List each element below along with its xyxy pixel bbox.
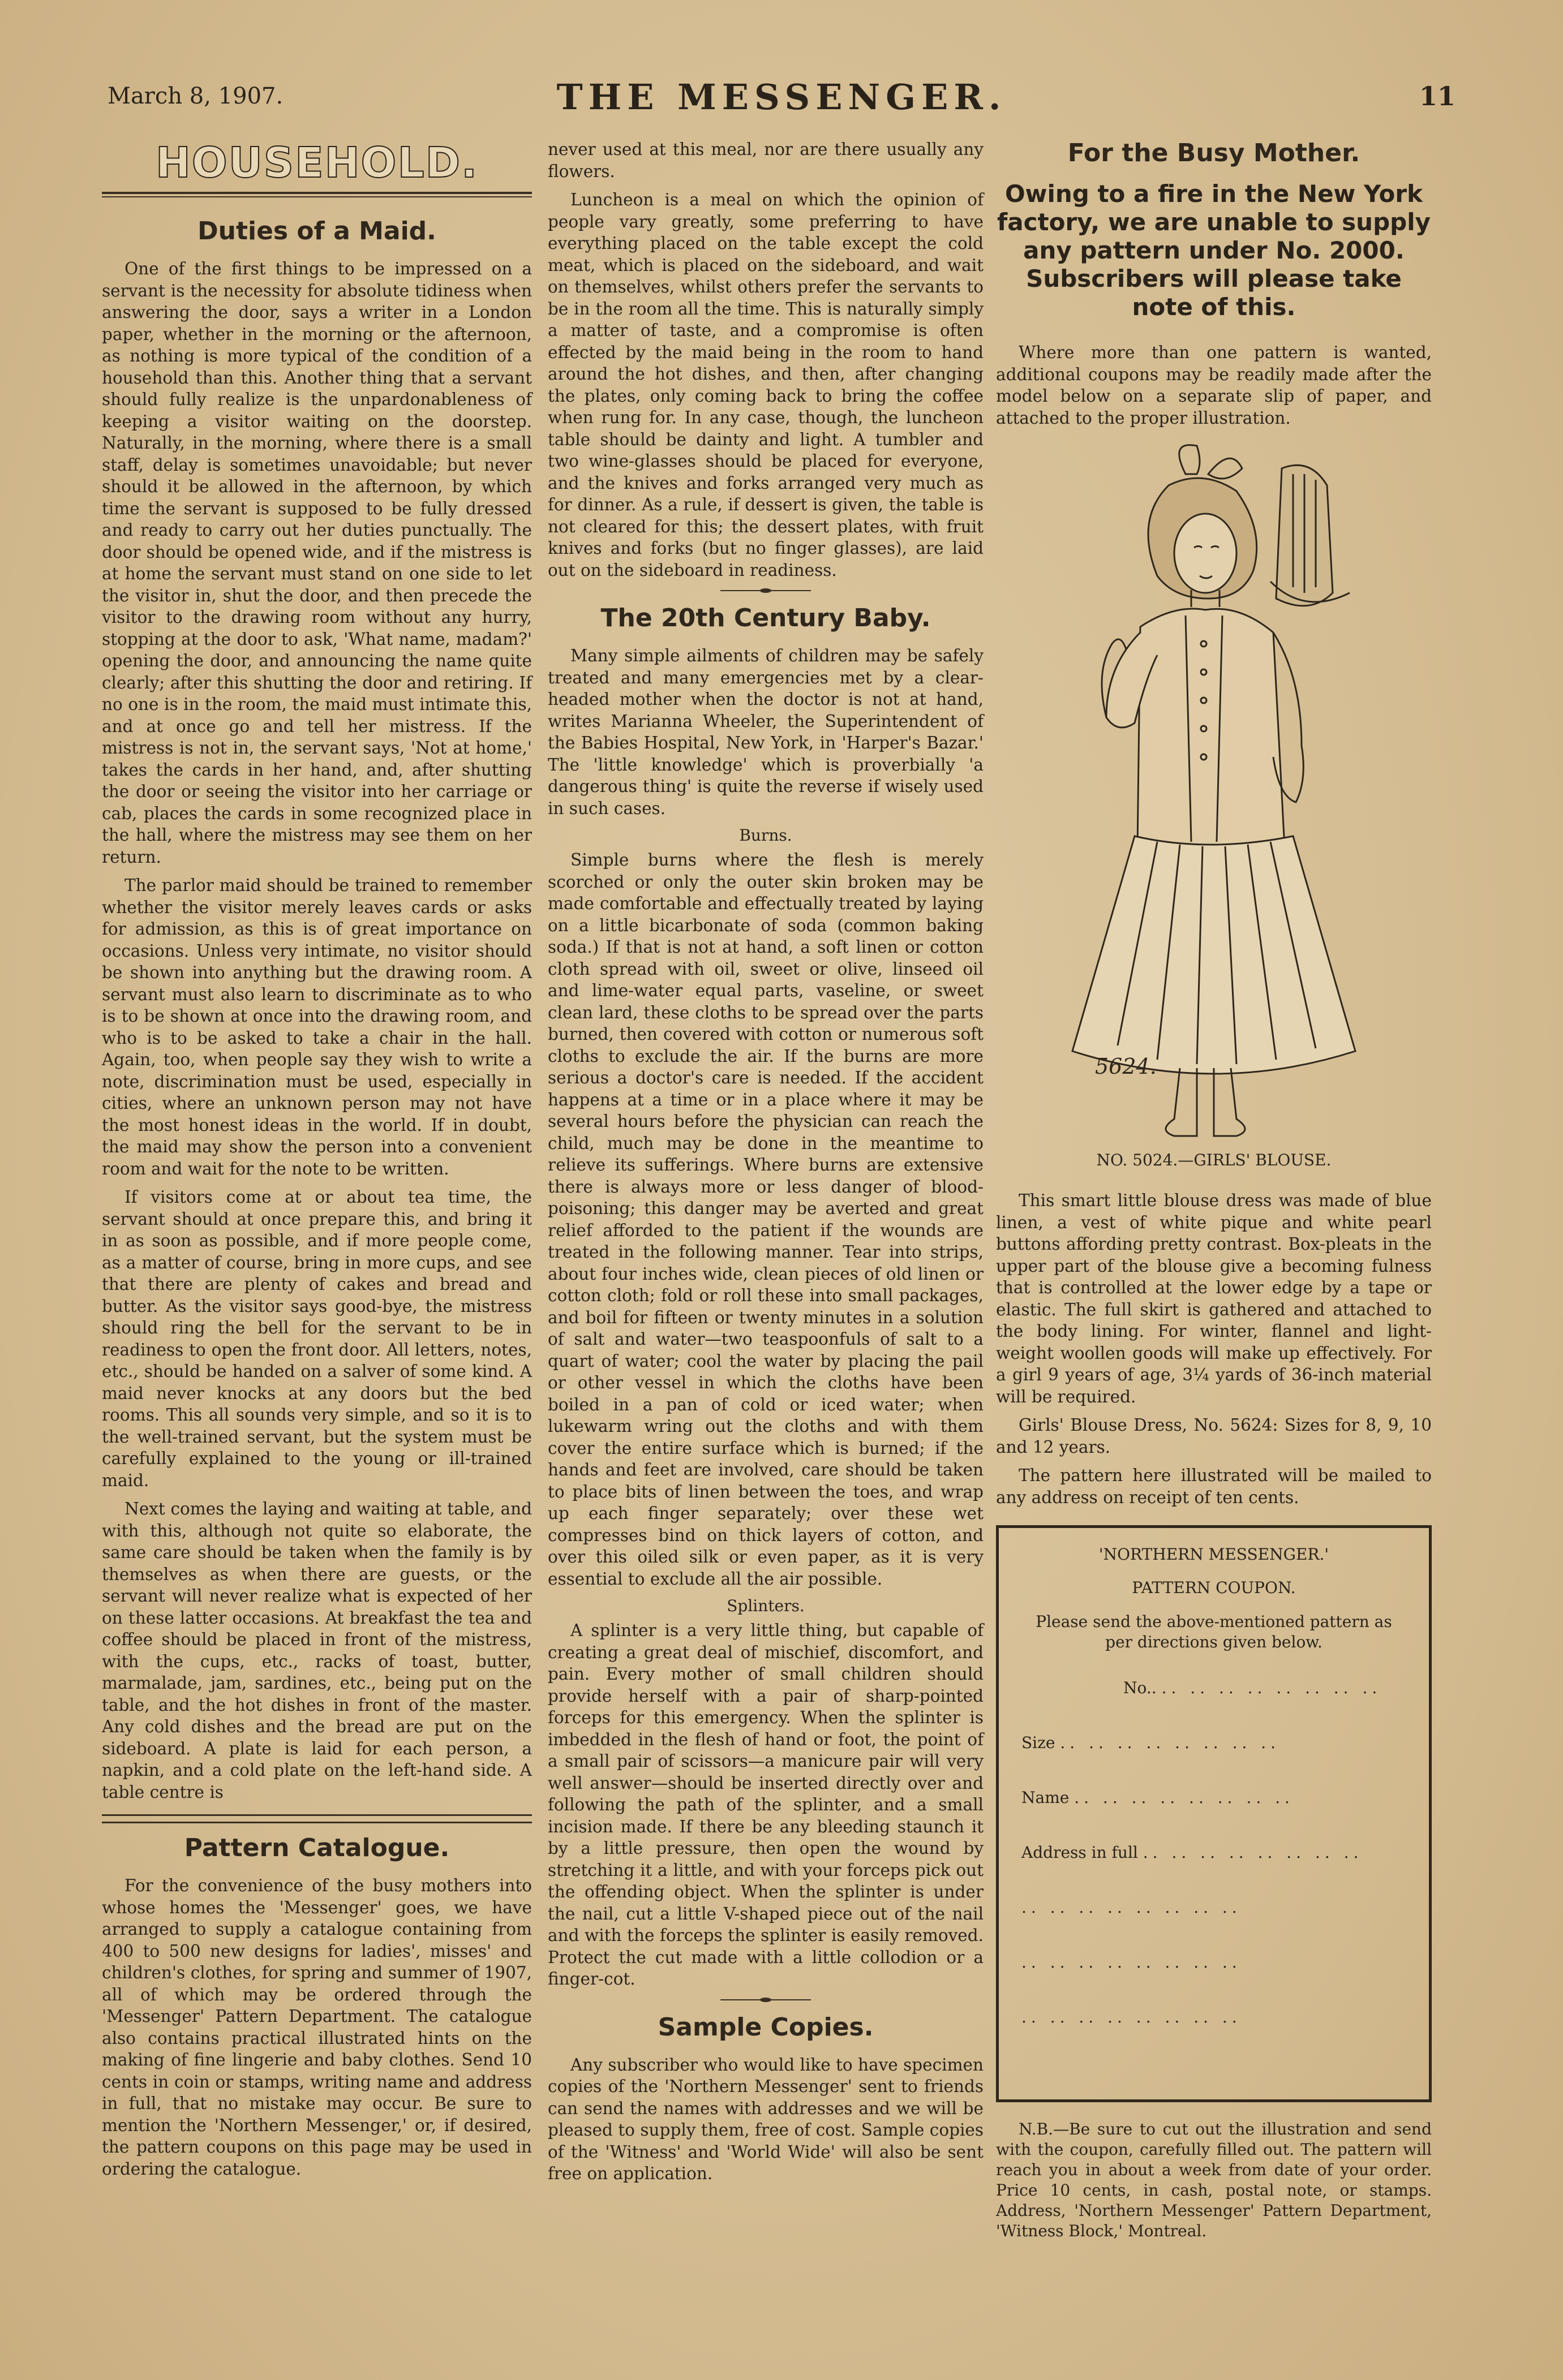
- section-title: HOUSEHOLD.: [155, 139, 479, 187]
- article-paragraph: Simple burns where the flesh is merely scorched or only the outer skin broken may be made comfortable and effectually treated by laying on a little bicarbonate of soda (common baking soda.) If that is not at hand, a soft linen or cotton cloth spread with oil, sweet or olive, linseed oil and lime-water equal parts, vaseline, or sweet clean lard, these cloths to be spread over the parts burned, then covered with cotton or numerous soft cloths to exclude the air. If the burns are more serious a doctor's care is needed. If the accident happens at a time or in a place where it may be several hours before the physician can reach the child, much may be done in the meantime to relieve its sufferings. Where burns are extensive there is always more or less danger of blood-poisoning; this danger may be averted and great relief afforded to the patient if the wounds are treated in the following manner. Tear into strips, about four inches wide, clean pieces of old linen or cotton cloth; fold or roll these into small packages, and boil for fifteen or twenty minutes in a solution of salt and water—two teaspoonfuls of salt to a quart of water; cool the water by placing the pail or other vessel in which the cloths have been boiled in a pan of cold or iced water; when lukewarm wring out the cloths and with them cover the entire surface which is burned; if the hands and feet are involved, care should be taken to place bits of linen between the toes, and wrap up each finger separately; over these wet compresses bind on thick layers of cotton, and over this oiled silk or even paper, as it is very essential to exclude all the air possible.: [548, 850, 984, 1589]
- ornamental-rule-icon: [720, 1997, 811, 2003]
- coupon-field-size[interactable]: [1021, 1733, 1406, 1752]
- article-paragraph: Many simple ailments of children may be safely treated and many emergencies met by a clear-headed mother when the doctor is not at hand, writes Marianna Wheeler, the Superintendent of the Babies Hospital, New York, in 'Harper's Bazar.' The 'little knowledge' which is proverbially 'a dangerous thing' is quite the reverse if wisely used in such cases.: [548, 646, 984, 818]
- ornamental-rule-icon: [720, 588, 811, 593]
- article-paragraph: For the convenience of the busy mothers into whose homes the 'Messenger' goes, we have arranged to supply a catalogue containing from 400 to 500 new designs for ladies', misses' and children's clothes, for spring and summer of 1907, all of which may be ordered through the 'Messenger' Pattern Department. The catalogue also contains practical illustrated hints on the making of fine lingerie and baby clothes. Send 10 cents in coin or stamps, writing name and address in full, that no mistake may occur. Be sure to mention the 'Northern Messenger,' or, if desired, the pattern coupons on this page may be used in ordering the catalogue.: [102, 1876, 532, 2179]
- illustration-caption: NO. 5024.—GIRLS' BLOUSE.: [1096, 1151, 1332, 1169]
- coupon-field-address[interactable]: [1021, 1843, 1406, 1862]
- field-dots: .. .. .. .. .. .. .. ..: [1074, 1788, 1294, 1807]
- article-paragraph: One of the first things to be impressed on a servant is the necessity for absolute tidiness when answering the door, says a writer in a London paper, whether in the morning or the afternoon, as nothing is more typical of the condition of a household than this. Another thing that a servant should fully realize is the unpardonableness of keeping a visitor waiting on the doorstep. Naturally, in the morning, where there is a small staff, delay is sometimes unavoidable; but never should it be allowed in the afternoon, by which time the servant is supposed to be fully dressed and ready to carry out her duties punctually. The door should be opened wide, and if the mistress is at home the servant must stand on one side to let the visitor in, shut the door, and then precede the visitor to the drawing room without any hurry, stopping at the door to ask, 'What name, madam?' opening the door, and announcing the name quite clearly; after this shutting the door and retiring. If no one is in the room, the maid must intimate this, and at once go and tell her mistress. If the mistress is not in, the servant says, 'Not at home,' takes the cards in her hand, and, after shutting the door or seeing the visitor into her carriage or cab, places the cards in some recognized place in the hall, where the mistress may see them on her return.: [102, 259, 532, 867]
- article-paragraph: The parlor maid should be trained to remember whether the visitor merely leaves cards or asks for admission, as this is of great importance on occasions. Unless very intimate, no visitor should be shown into anything but the drawing room. A servant must also learn to discriminate as to who is to be shown at once into the drawing room, and who is to be asked to take a chair in the hall. Again, too, when people say they wish to write a note, discrimination must be used, especially in cities, where an unknown person may not have the most honest ideas in the world. If in doubt, the maid may show the person into a convenient room and wait for the note to be written.: [102, 876, 532, 1178]
- column-rule: [102, 1814, 532, 1816]
- coupon-field-number[interactable]: [1021, 1679, 1406, 1697]
- article-paragraph: A splinter is a very little thing, but capable of creating a great deal of mischief, discomfort, and pain. Every mother of small children should provide herself with a pair of sharp-pointed forceps for this emergency. When the splinter is imbedded in the flesh of hand or foot, the point of a small pair of scissors—a manicure pair will very well answer—should be inserted directly over and following the path of the splinter, and a small incision made. If there be any bleeding staunch it by a little pressure, then open the wound by stretching it a little, and with your forceps pick out the offending object. When the splinter is under the nail, cut a little V-shaped piece out of the nail and with the forceps the splinter is easily removed. Protect the cut made with a little collodion or a finger-cot.: [548, 1621, 984, 1989]
- article-paragraph: Next comes the laying and waiting at table, and with this, although not quite so elaborate, the same care should be taken when the family is by themselves as when there are guests, or the servant will never realize what is expected of her on these latter occasions. At breakfast the tea and coffee should be placed in front of the mistress, with the cups, etc., racks of toast, butter, marmalade, jam, sardines, etc., being put on the table, and the hot dishes in front of the master. Any cold dishes and the bread are put on the sideboard. A plate is laid for each person, a napkin, and a cold plate on the left-hand side. A table centre is: [102, 1499, 532, 1802]
- page-number: 11: [1419, 81, 1455, 111]
- article-heading-busy-mother: For the Busy Mother.: [1067, 139, 1360, 167]
- newspaper-title: THE MESSENGER.: [556, 76, 1007, 118]
- article-paragraph: Any subscriber who would like to have specimen copies of the 'Northern Messenger' sent to friends can send the names with addresses and we will be pleased to supply them, free of cost. Sample copies of the 'Witness' and 'World Wide' will also be sent free on application.: [548, 2055, 984, 2183]
- field-dots: .. .. .. .. .. .. .. ..: [1021, 1898, 1242, 1917]
- article-heading-pattern-catalogue: Pattern Catalogue.: [184, 1834, 450, 1862]
- field-dots: .. .. .. .. .. .. .. ..: [1021, 1953, 1242, 1972]
- coupon-field-name[interactable]: [1021, 1788, 1406, 1807]
- column-right: [996, 139, 1432, 2241]
- issue-date: March 8, 1907.: [108, 83, 284, 109]
- column-left: [102, 139, 532, 2187]
- coupon-address-line[interactable]: [1021, 1898, 1406, 1917]
- coupon-directions: Please send the above-mentioned pattern as per directions given below.: [1036, 1612, 1392, 1651]
- coupon-address-line[interactable]: [1021, 1953, 1406, 1972]
- field-dots: .. .. .. .. .. .. .. ..: [1143, 1843, 1363, 1862]
- masthead: [108, 76, 1455, 122]
- description-paragraph: This smart little blouse dress was made of blue linen, a vest of white pique and white pearl buttons affording pretty contrast. Box-pleats in the upper part of the blouse give a becoming fulness that is controlled at the lower edge by a tape or elastic. The full skirt is gathered and attached to the body lining. For winter, flannel and light-weight woollen goods will make up effectively. For a girl 9 years of age, 3¼ yards of 36-inch material will be required.: [996, 1191, 1432, 1406]
- article-paragraph: Where more than one pattern is wanted, additional coupons may be readily made after the model below on a separate slip of paper, and attached to the proper illustration.: [996, 343, 1432, 428]
- subheading-splinters: Splinters.: [727, 1596, 805, 1615]
- illustration-number: 5624.: [1095, 1054, 1157, 1079]
- field-label: Address in full: [1021, 1843, 1138, 1862]
- description-paragraph: Girls' Blouse Dress, No. 5624: Sizes for 8, 9, 10 and 12 years.: [996, 1415, 1432, 1457]
- field-label: No..: [1123, 1679, 1157, 1697]
- section-rule: [102, 192, 532, 197]
- article-heading-duties-of-a-maid: Duties of a Maid.: [197, 217, 436, 246]
- article-heading-sample-copies: Sample Copies.: [658, 2012, 874, 2042]
- field-dots: .. .. .. .. .. .. .. ..: [1060, 1733, 1281, 1752]
- field-dots: .. .. .. .. .. .. .. ..: [1161, 1679, 1382, 1697]
- subheading-burns: Burns.: [739, 826, 792, 845]
- fire-notice: Owing to a fire in the New York factory, we are unable to supply any pattern under No. 2000. Subscribers will please take note of this.: [997, 180, 1431, 321]
- field-dots: .. .. .. .. .. .. .. ..: [1021, 2008, 1242, 2026]
- coupon-address-line[interactable]: [1021, 2008, 1406, 2026]
- pattern-coupon[interactable]: [996, 1525, 1432, 2102]
- field-label: Size: [1021, 1733, 1055, 1752]
- nb-note: N.B.—Be sure to cut out the illustration and send with the coupon, carefully filled out. The pattern will reach you in about a week from date of your order. Price 10 cents, in cash, postal note, or stamps. Address, 'Northern Messenger' Pattern Department, 'Witness Block,' Montreal.: [996, 2120, 1432, 2240]
- article-paragraph: If visitors come at or about tea time, the servant should at once prepare this, and bring it in as soon as possible, and if more people come, as a matter of course, bring in more cups, and see that there are plenty of cakes and bread and butter. As the visitor says good-bye, the mistress should ring the bell for the servant to be in readiness to open the front door. All letters, notes, etc., should be handed on a salver of some kind. A maid never knocks at any doors but the bed rooms. This all sounds very simple, and so it is to the well-trained servant, but the system must be carefully explained to the young or ill-trained maid.: [102, 1187, 532, 1490]
- girl-in-blouse-dress-engraving: [1055, 440, 1372, 1147]
- column-rule: [102, 1822, 532, 1823]
- column-middle: [548, 139, 984, 2192]
- article-paragraph: never used at this meal, nor are there usually any flowers.: [548, 140, 984, 181]
- article-paragraph: Luncheon is a meal on which the opinion of people vary greatly, some preferring to have everything placed on the table except the cold meat, which is placed on the sideboard, and wait on themselves, whilst others prefer the servants to be in the room all the time. This is naturally simply a matter of taste, and a compromise is often effected by the maid being in the room to hand around the hot dishes, and then, after changing the plates, only coming back to bring the coffee when rung for. In any case, though, the luncheon table should be dainty and light. A tumbler and two wine-glasses should be placed for everyone, and the knives and forks arranged very much as for dinner. As a rule, if dessert is given, the table is not cleared for this; the dessert plates, with fruit knives and forks (but no finger glasses), are laid out on the sideboard in readiness.: [548, 190, 984, 580]
- article-heading-20th-century-baby: The 20th Century Baby.: [600, 604, 931, 632]
- coupon-subtitle: PATTERN COUPON.: [1132, 1578, 1296, 1597]
- field-label: Name: [1021, 1788, 1070, 1807]
- description-paragraph: The pattern here illustrated will be mailed to any address on receipt of ten cents.: [996, 1466, 1432, 1507]
- coupon-title: 'NORTHERN MESSENGER.': [1098, 1545, 1329, 1564]
